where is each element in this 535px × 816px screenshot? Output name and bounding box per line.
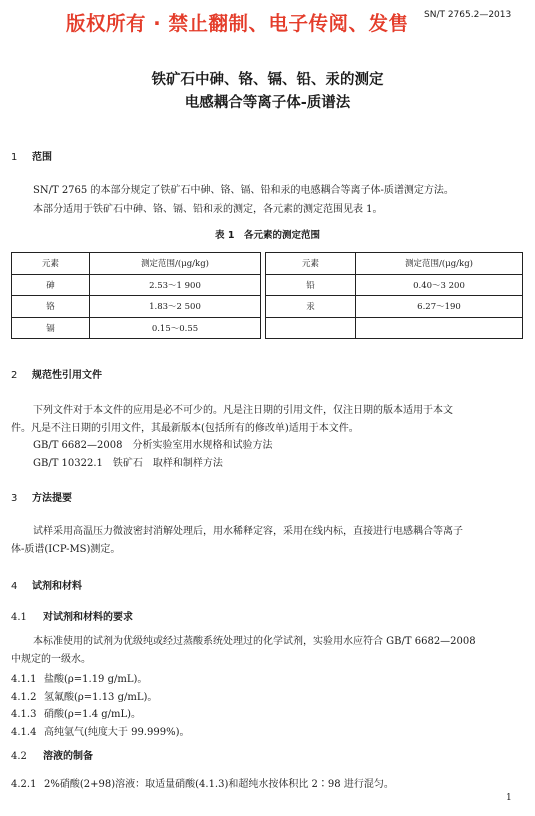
page-number: 1 (506, 793, 512, 803)
section-3-heading (11, 489, 72, 504)
table-cell: 铅 (266, 274, 356, 296)
section-number: 2 (11, 370, 18, 381)
reagent-item (11, 688, 157, 703)
item-number: 4.1.1 (11, 674, 37, 685)
table-row (12, 296, 523, 318)
item-text: 高纯氩气(纯度大于 99.999%)。 (44, 727, 190, 738)
section-1-paragraph-1: SN/T 2765 的本部分规定了铁矿石中砷、铬、镉、铅和汞的电感耦合等离子体-质谱测定方法。 (33, 185, 454, 196)
copyright-watermark: 版权所有 · 禁止翻制、电子传阅、发售 (66, 12, 409, 35)
table-header-row (12, 253, 523, 275)
section-title: 方法提要 (32, 493, 72, 504)
subsection-number: 4.1 (11, 612, 27, 623)
table-cell: 2.53～1 900 (90, 274, 261, 296)
item-text: 氢氟酸(ρ=1.13 g/mL)。 (44, 692, 158, 703)
table-cell: 砷 (12, 274, 90, 296)
subsection-4-2-heading (11, 747, 93, 762)
table-cell: 6.27～190 (356, 296, 523, 318)
section-title: 试剂和材料 (32, 581, 82, 592)
reagent-item (11, 705, 141, 720)
section-2-heading (11, 366, 102, 381)
table-cell: 0.15～0.55 (90, 317, 261, 339)
table-cell (266, 317, 356, 339)
document-title-line2: 电感耦合等离子体-质谱法 (184, 95, 351, 111)
section-title: 规范性引用文件 (32, 370, 102, 381)
table-cell: 汞 (266, 296, 356, 318)
table-cell (356, 317, 523, 339)
reagent-item (11, 670, 147, 685)
normative-reference-2: GB/T 10322.1 铁矿石 取样和制样方法 (33, 458, 223, 469)
table-cell: 铬 (12, 296, 90, 318)
section-2-paragraph-2: 件。凡是不注日期的引用文件，其最新版本(包括所有的修改单)适用于本文件。 (11, 423, 359, 434)
item-number: 4.1.3 (11, 709, 37, 720)
section-number: 4 (11, 581, 18, 592)
section-number: 3 (11, 493, 18, 504)
item-text: 2%硝酸(2+98)溶液：取适量硝酸(4.1.3)和超纯水按体积比 2∶98 进行混匀。 (44, 779, 394, 790)
table-row (12, 274, 523, 296)
section-1-paragraph-2: 本部分适用于铁矿石中砷、铬、镉、铅和汞的测定，各元素的测定范围见表 1。 (33, 204, 383, 215)
document-title-line1: 铁矿石中砷、铬、镉、铅、汞的测定 (151, 72, 384, 88)
standard-number: SN/T 2765.2—2013 (424, 10, 512, 20)
table-cell: 1.83～2 500 (90, 296, 261, 318)
normative-reference-1: GB/T 6682—2008 分析实验室用水规格和试验方法 (33, 440, 273, 451)
section-2-paragraph-1: 下列文件对于本文件的应用是必不可少的。凡是注日期的引用文件，仅注日期的版本适用于本文 (33, 405, 453, 416)
subsection-4-1-paragraph-1: 本标准使用的试剂为优级纯或经过蒸酸系统处理过的化学试剂，实验用水应符合 GB/T 6682—2008 (33, 636, 476, 647)
table-header-cell: 元素 (12, 253, 90, 275)
subsection-number: 4.2 (11, 751, 27, 762)
section-3-paragraph-1: 试样采用高温压力微波密封消解处理后，用水稀释定容，采用在线内标，直接进行电感耦合等离子 (33, 526, 463, 537)
table-row (12, 317, 523, 339)
item-text: 硝酸(ρ=1.4 g/mL)。 (44, 709, 142, 720)
table-cell: 镉 (12, 317, 90, 339)
item-number: 4.2.1 (11, 779, 37, 790)
section-1-heading (11, 148, 52, 163)
table-header-cell: 测定范围/(μg/kg) (356, 253, 523, 275)
solution-item (11, 775, 394, 790)
measurement-range-table (11, 252, 523, 339)
section-4-heading (11, 577, 82, 592)
subsection-4-1-heading (11, 608, 133, 623)
table-cell: 0.40～3 200 (356, 274, 523, 296)
table-header-cell: 测定范围/(μg/kg) (90, 253, 261, 275)
table-header-cell: 元素 (266, 253, 356, 275)
item-number: 4.1.4 (11, 727, 37, 738)
item-number: 4.1.2 (11, 692, 37, 703)
reagent-item (11, 723, 189, 738)
section-title: 范围 (32, 152, 52, 163)
subsection-title: 溶液的制备 (43, 751, 93, 762)
item-text: 盐酸(ρ=1.19 g/mL)。 (44, 674, 148, 685)
section-3-paragraph-2: 体-质谱(ICP-MS)测定。 (11, 544, 121, 555)
table-caption: 表 1 各元素的测定范围 (215, 230, 320, 241)
section-number: 1 (11, 152, 18, 163)
subsection-title: 对试剂和材料的要求 (43, 612, 133, 623)
subsection-4-1-paragraph-2: 中规定的一级水。 (11, 654, 91, 665)
